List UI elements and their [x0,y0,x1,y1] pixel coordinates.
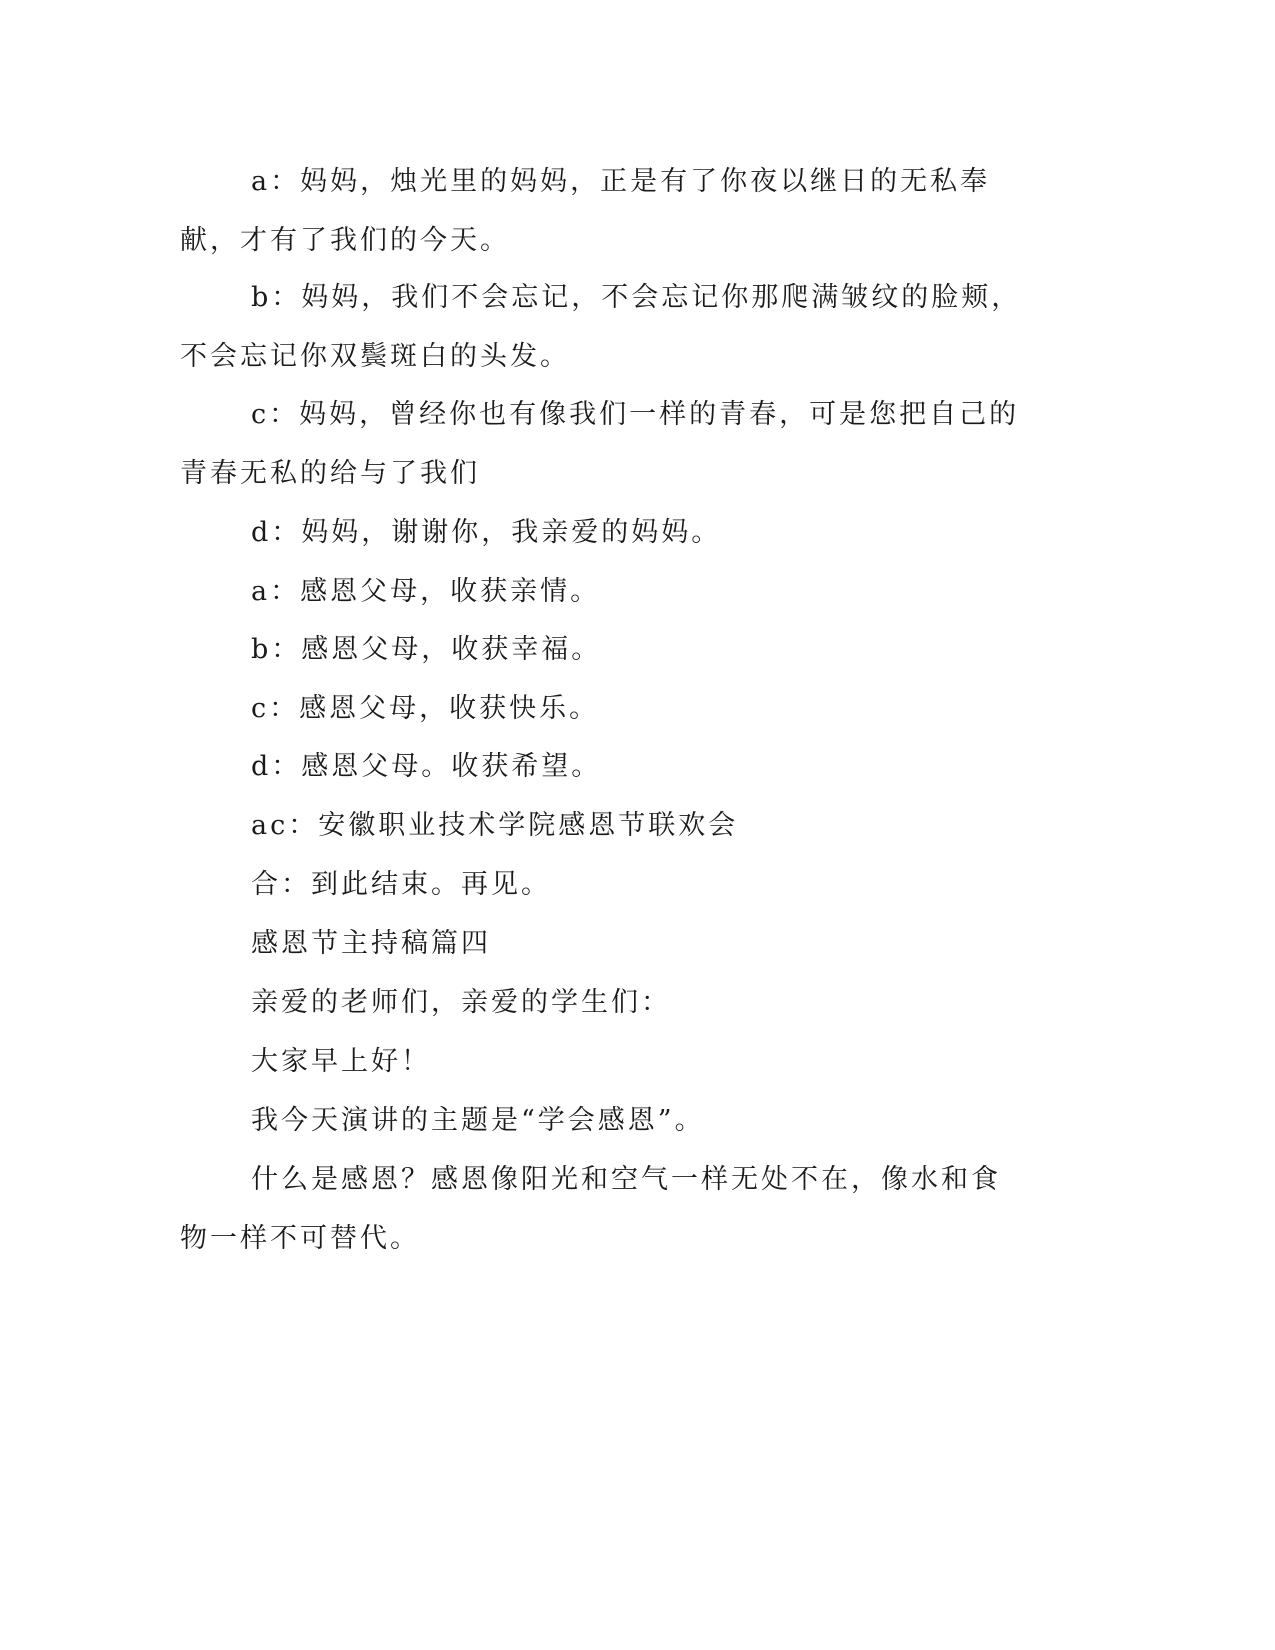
dialogue-c-paragraph: c：妈妈，曾经你也有像我们一样的青春，可是您把自己的青春无私的给与了我们 [180,399,1020,489]
closing-line-d: d：感恩父母。收获希望。 [251,751,602,782]
dialogue-d-paragraph: d：妈妈，谢谢你，我亲爱的妈妈。 [251,517,722,548]
dialogue-b-paragraph: b：妈妈，我们不会忘记，不会忘记你那爬满皱纹的脸颊，不会忘记你双鬓斑白的头发。 [180,282,1022,372]
speech-topic: 我今天演讲的主题是“学会感恩”。 [251,1105,705,1136]
dialogue-a-paragraph: a：妈妈，烛光里的妈妈，正是有了你夜以继日的无私奉献，才有了我们的今天。 [180,166,991,256]
closing-line-c: c：感恩父母，收获快乐。 [251,693,600,724]
greeting: 大家早上好！ [251,1046,431,1077]
closing-line-all: 合：到此结束。再见。 [251,869,551,900]
closing-line-a: a：感恩父母，收获亲情。 [251,576,601,607]
section-heading: 感恩节主持稿篇四 [251,928,491,959]
closing-line-b: b：感恩父母，收获幸福。 [251,634,602,665]
closing-line-ac: ac：安徽职业技术学院感恩节联欢会 [251,810,739,841]
speech-body-paragraph: 什么是感恩？感恩像阳光和空气一样无处不在，像水和食物一样不可替代。 [180,1164,1001,1254]
salutation: 亲爱的老师们，亲爱的学生们： [251,987,671,1018]
